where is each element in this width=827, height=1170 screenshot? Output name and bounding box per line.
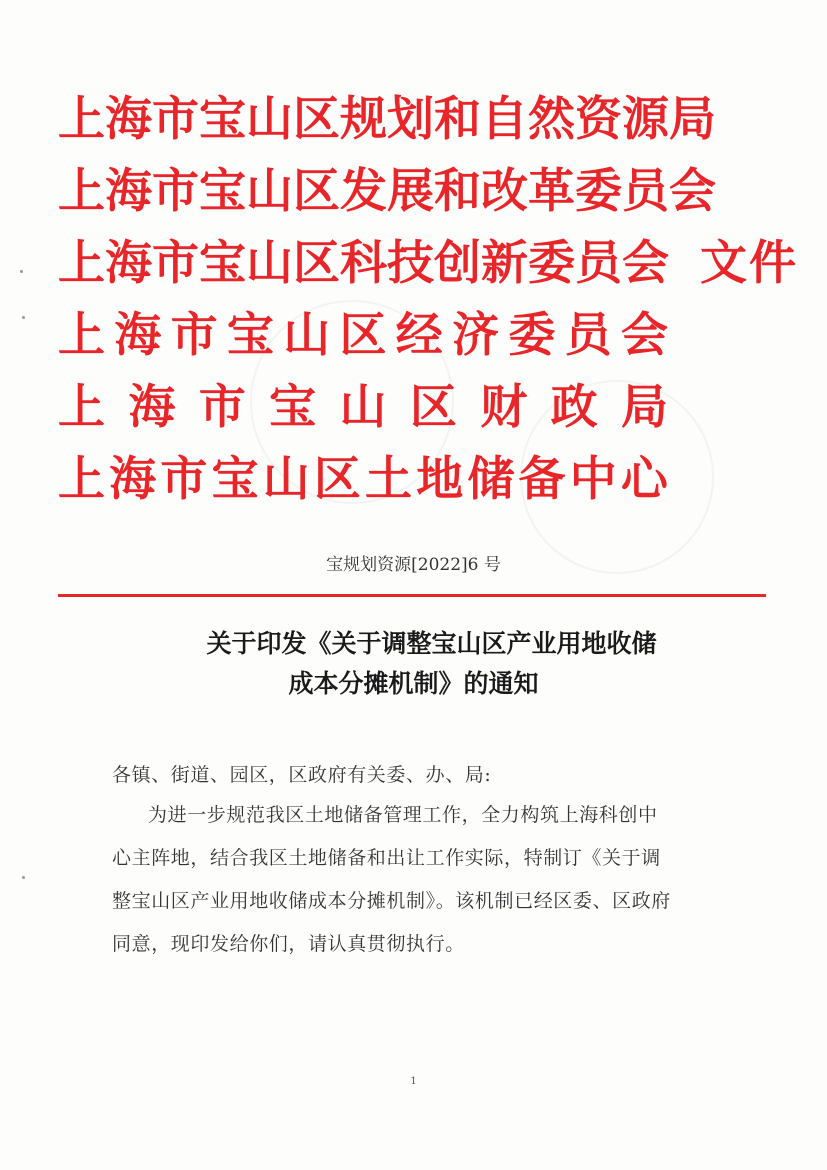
issuer-char: 海 <box>105 163 152 219</box>
issuer-char: 土 <box>365 451 413 507</box>
issuer-char: 区 <box>293 163 340 219</box>
issuer-char: 宝 <box>199 91 246 147</box>
issuer-char: 山 <box>246 91 293 147</box>
issuer-char: 上 <box>58 307 105 363</box>
issuer-char: 员 <box>575 235 622 291</box>
issuer-char: 海 <box>109 451 157 507</box>
issuer-char: 济 <box>452 307 500 363</box>
issuer-char: 发 <box>340 163 387 219</box>
issuer-char: 新 <box>481 235 528 291</box>
issuer-line <box>58 82 716 148</box>
issuer-char: 心 <box>620 451 668 507</box>
issuer-char: 山 <box>246 235 293 291</box>
issuer-char: 上 <box>58 379 105 435</box>
issuer-char: 山 <box>339 379 387 435</box>
scan-speck <box>22 876 25 879</box>
issuer-char: 备 <box>518 451 566 507</box>
issuer-char: 展 <box>387 163 434 219</box>
body-line: 同意，现印发给你们，请认真贯彻执行。 <box>112 933 465 955</box>
issuer-char: 划 <box>387 91 434 147</box>
issuer-char: 创 <box>434 235 481 291</box>
issuer-char: 山 <box>246 163 293 219</box>
issuer-char: 改 <box>481 163 528 219</box>
issuer-char: 市 <box>152 163 199 219</box>
issuer-line <box>58 298 668 364</box>
salutation: 各镇、街道、园区，区政府有关委、办、局: <box>112 764 492 786</box>
issuer-char: 地 <box>416 451 464 507</box>
issuer-char: 局 <box>621 379 668 435</box>
issuer-char: 革 <box>528 163 575 219</box>
issuer-char: 局 <box>669 91 716 147</box>
body-line: 为进一步规范我区土地储备管理工作，全力构筑上海科创中 <box>148 804 658 826</box>
issuer-char: 宝 <box>199 163 246 219</box>
issuer-char: 宝 <box>269 379 317 435</box>
document-word: 文件 <box>700 236 798 291</box>
issuer-char: 区 <box>339 307 387 363</box>
issuer-char: 山 <box>283 307 331 363</box>
issuer-line <box>58 226 668 292</box>
document-number: 宝规划资源[2022]6 号 <box>326 555 501 575</box>
issuer-char: 市 <box>198 379 246 435</box>
issuer-char: 委 <box>575 163 622 219</box>
notice-title-line2: 成本分摊机制》的通知 <box>288 669 539 698</box>
body-line: 心主阵地，结合我区土地储备和出让工作实际，特制订《关于调 <box>112 847 661 869</box>
issuer-char: 区 <box>409 379 457 435</box>
issuer-char: 经 <box>395 307 443 363</box>
issuer-line <box>58 442 668 508</box>
issuer-char: 区 <box>293 91 340 147</box>
issuer-char: 中 <box>569 451 617 507</box>
issuer-char: 区 <box>313 451 361 507</box>
issuer-char: 规 <box>340 91 387 147</box>
issuer-char: 宝 <box>211 451 259 507</box>
scan-speck <box>22 316 25 319</box>
issuer-char: 市 <box>160 451 208 507</box>
issuer-char: 市 <box>170 307 218 363</box>
issuer-char: 山 <box>262 451 310 507</box>
issuer-char: 财 <box>480 379 528 435</box>
issuer-char: 员 <box>622 163 669 219</box>
issuer-line <box>58 154 716 220</box>
issuer-char: 海 <box>128 379 176 435</box>
issuer-char: 员 <box>564 307 612 363</box>
issuer-char: 上 <box>58 235 105 291</box>
issuer-char: 上 <box>58 451 105 507</box>
scan-speck <box>20 270 23 273</box>
issuer-char: 资 <box>575 91 622 147</box>
issuer-char: 和 <box>434 163 481 219</box>
issuer-char: 技 <box>387 235 434 291</box>
issuer-char: 会 <box>620 307 668 363</box>
issuer-char: 市 <box>152 235 199 291</box>
issuer-char: 源 <box>622 91 669 147</box>
issuer-char: 市 <box>152 91 199 147</box>
issuer-char: 区 <box>293 235 340 291</box>
issuer-char: 政 <box>550 379 598 435</box>
issuer-char: 科 <box>340 235 387 291</box>
page-number: 1 <box>410 1076 417 1087</box>
issuer-char: 储 <box>467 451 515 507</box>
issuer-char: 然 <box>528 91 575 147</box>
issuer-char: 自 <box>481 91 528 147</box>
issuer-char: 和 <box>434 91 481 147</box>
issuer-char: 委 <box>508 307 556 363</box>
issuer-char: 宝 <box>226 307 274 363</box>
issuer-char: 海 <box>114 307 162 363</box>
issuer-char: 会 <box>669 163 716 219</box>
issuer-char: 海 <box>105 235 152 291</box>
issuer-char: 委 <box>528 235 575 291</box>
issuer-char: 海 <box>105 91 152 147</box>
issuer-char: 上 <box>58 91 105 147</box>
red-divider <box>58 594 766 597</box>
body-line: 整宝山区产业用地收储成本分摊机制》。该机制已经区委、区政府 <box>112 890 671 912</box>
issuer-char: 会 <box>622 235 669 291</box>
issuer-line <box>58 370 668 436</box>
issuer-char: 上 <box>58 163 105 219</box>
issuer-char: 宝 <box>199 235 246 291</box>
notice-title-line1: 关于印发《关于调整宝山区产业用地收储 <box>206 629 657 658</box>
